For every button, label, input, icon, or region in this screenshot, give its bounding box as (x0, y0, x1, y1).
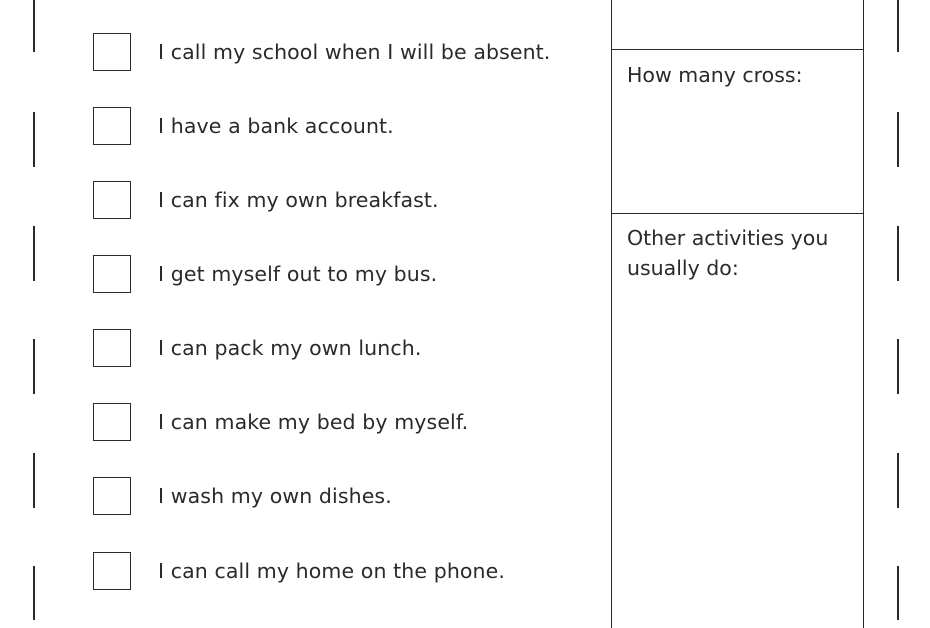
checkbox[interactable] (93, 255, 131, 293)
right-cut-line-segment (897, 112, 899, 167)
checklist-item (93, 31, 550, 73)
checklist-item-label: I can fix my own breakfast. (158, 188, 439, 212)
checklist-item (93, 550, 505, 592)
checkbox[interactable] (93, 33, 131, 71)
side-panel (611, 0, 864, 628)
left-cut-line-segment (33, 453, 35, 508)
checkbox[interactable] (93, 181, 131, 219)
panel-divider (612, 213, 863, 214)
other-activities-label (627, 223, 828, 283)
left-cut-line-segment (33, 0, 35, 52)
checklist-item (93, 327, 421, 369)
right-cut-line-segment (897, 339, 899, 394)
checklist-item-label: I call my school when I will be absent. (158, 40, 551, 64)
checklist-item-label: I can call my home on the phone. (158, 559, 505, 583)
right-cut-line-segment (897, 0, 899, 52)
left-cut-line-segment (33, 226, 35, 281)
checkbox[interactable] (93, 107, 131, 145)
count-label: How many cross: (627, 63, 803, 87)
left-cut-line-segment (33, 566, 35, 620)
left-cut-line-segment (33, 112, 35, 167)
checkbox[interactable] (93, 552, 131, 590)
right-cut-line-segment (897, 566, 899, 620)
checklist-item (93, 105, 394, 147)
checklist-item-label: I have a bank account. (158, 114, 394, 138)
other-activities-label-line: Other activities you (627, 226, 829, 250)
checklist-item-label: I can pack my own lunch. (158, 336, 422, 360)
right-cut-line-segment (897, 453, 899, 508)
right-cut-line-segment (897, 226, 899, 281)
other-activities-label-line: usually do: (627, 256, 739, 280)
checklist-item (93, 401, 468, 443)
checkbox[interactable] (93, 477, 131, 515)
checklist-item (93, 253, 437, 295)
left-cut-line-segment (33, 339, 35, 394)
checklist-item-label: I can make my bed by myself. (158, 410, 469, 434)
panel-divider (612, 49, 863, 50)
checklist-item-label: I wash my own dishes. (158, 484, 392, 508)
checkbox[interactable] (93, 403, 131, 441)
checklist-item-label: I get myself out to my bus. (158, 262, 438, 286)
checklist-item (93, 475, 392, 517)
checkbox[interactable] (93, 329, 131, 367)
checklist-item (93, 179, 439, 221)
